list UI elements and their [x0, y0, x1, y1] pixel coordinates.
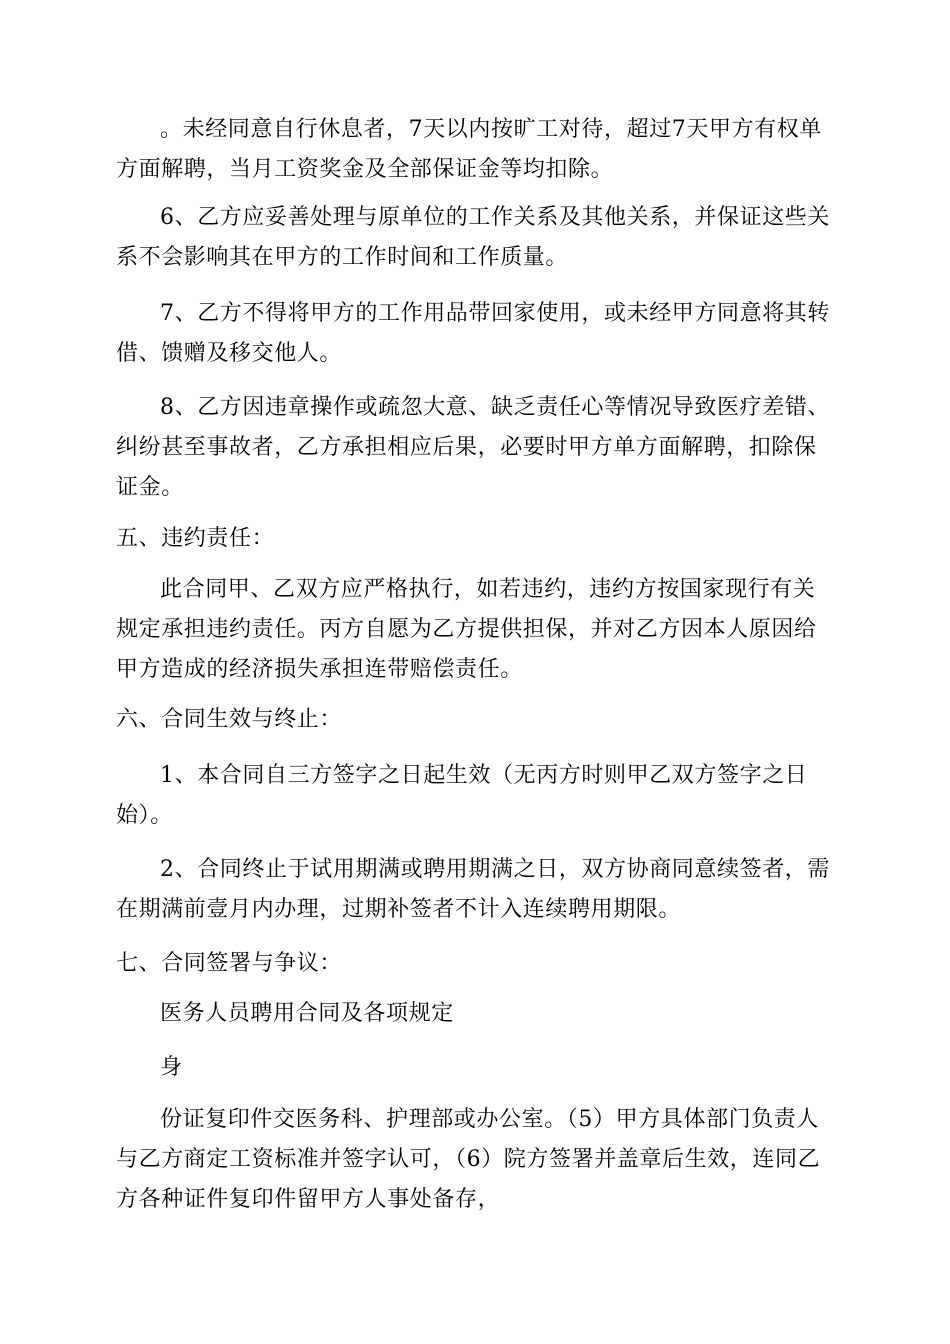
- section-heading-breach: 五、违约责任：: [116, 526, 275, 551]
- paragraph-clause-8: 8、乙方因违章操作或疏忽大意、缺乏责任心等情况导致医疗差错、纠纷甚至事故者，乙方承担相应后果，必要时甲方单方面解聘，扣除保证金。: [116, 395, 830, 500]
- section-heading-signing-dispute: 七、合同签署与争议：: [116, 951, 343, 976]
- paragraph-leave-rule: 。未经同意自行休息者，7天以内按旷工对待，超过7天甲方有权单方面解聘，当月工资奖金及全部保证金等均扣除。: [116, 117, 822, 182]
- paragraph-breach-liability: 此合同甲、乙双方应严格执行，如若违约，违约方按国家现行有关规定承担违约责任。丙方自愿为乙方提供担保，并对乙方因本人原因给甲方造成的经济损失承担连带赔偿责任。: [116, 577, 817, 682]
- paragraph-contract-title: 医务人员聘用合同及各项规定: [160, 1001, 454, 1026]
- paragraph-clause-6: 6、乙方应妥善处理与原单位的工作关系及其他关系，并保证这些关系不会影响其在甲方的工作时间和工作质量。: [116, 205, 830, 270]
- section-heading-effect-termination: 六、合同生效与终止：: [116, 707, 343, 732]
- paragraph-id-copy: 份证复印件交医务科、护理部或办公室。（5）甲方具体部门负责人与乙方商定工资标准并签字认可，（6）院方签署并盖章后生效，连同乙方各种证件复印件留甲方人事处备存，: [116, 1107, 821, 1212]
- paragraph-effect-1: 1、本合同自三方签字之日起生效（无丙方时则甲乙双方签字之日始）。: [116, 763, 808, 828]
- paragraph-clause-7: 7、乙方不得将甲方的工作用品带回家使用，或未经甲方同意将其转借、馈赠及移交他人。: [116, 301, 830, 366]
- paragraph-fragment: 身: [160, 1055, 183, 1080]
- paragraph-termination-2: 2、合同终止于试用期满或聘用期满之日，双方协商同意续签者，需在期满前壹月内办理，过期补签者不计入连续聘用期限。: [116, 857, 830, 922]
